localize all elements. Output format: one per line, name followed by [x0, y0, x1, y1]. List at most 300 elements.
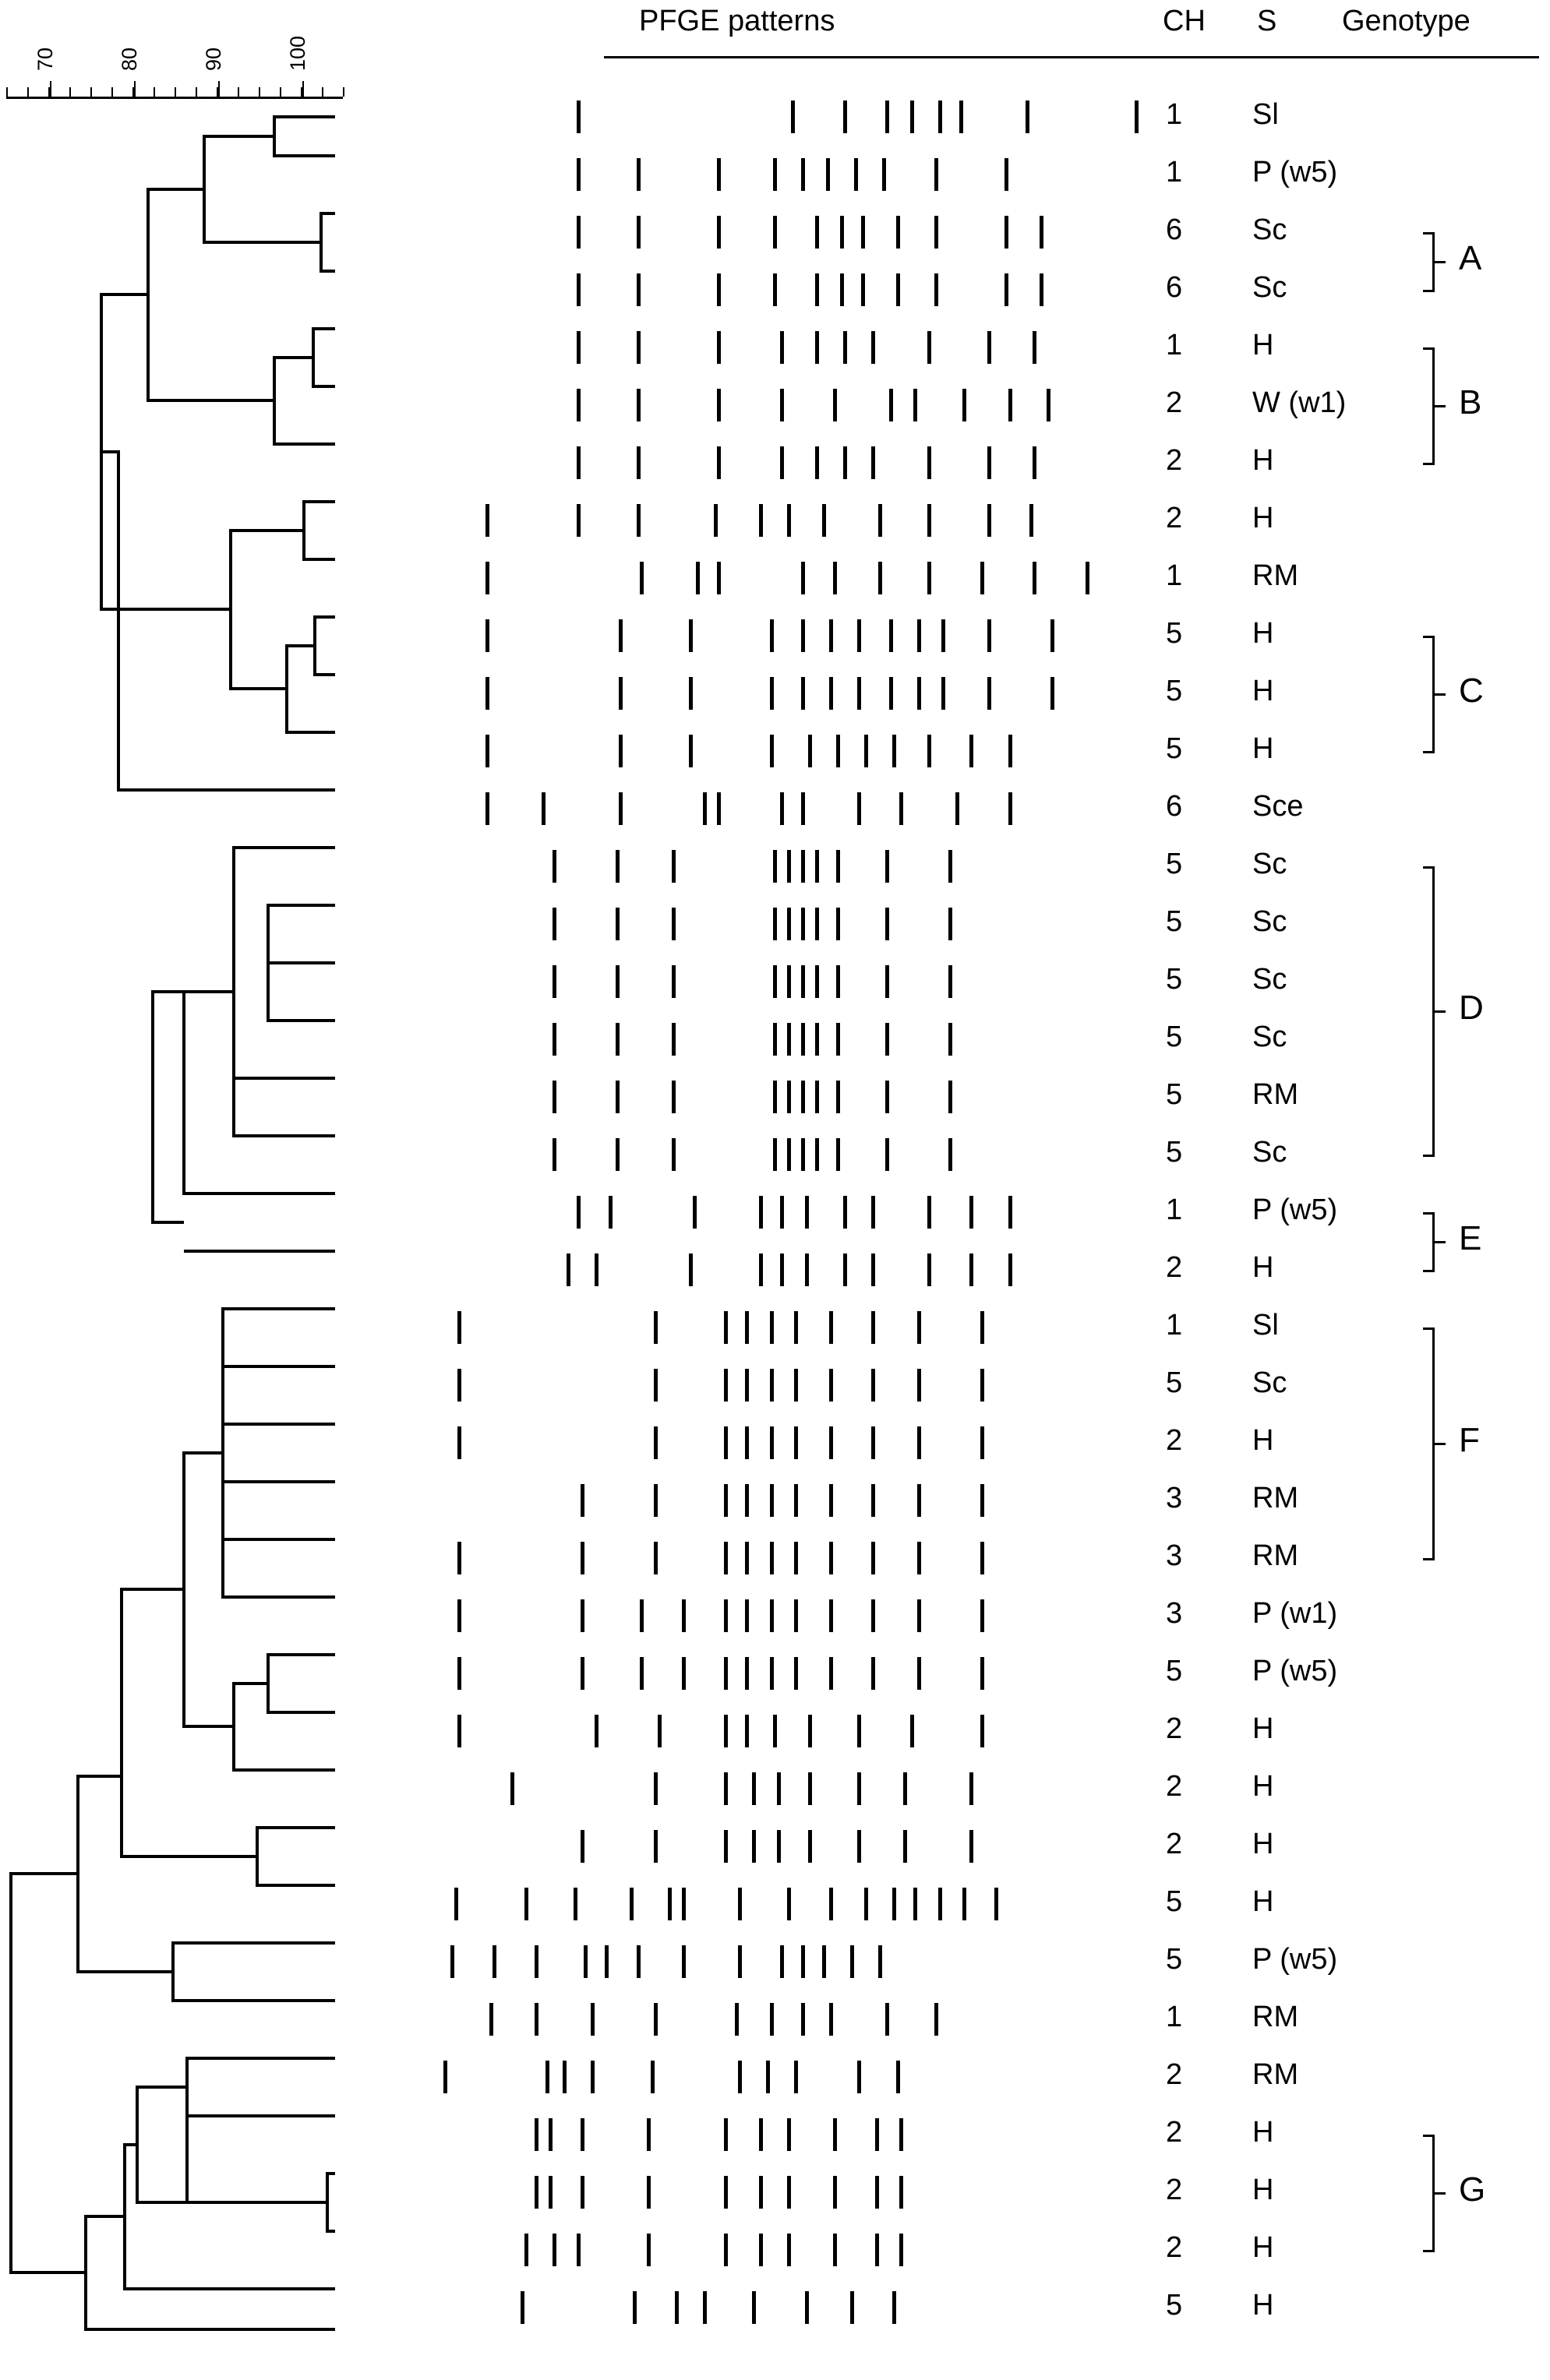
gel-band [770, 1484, 774, 1517]
gel-band [836, 735, 840, 767]
axis-tick-major [50, 81, 51, 97]
gel-lane [436, 1542, 1138, 1574]
gel-band [917, 1426, 921, 1459]
gel-lane [436, 1196, 1138, 1229]
gel-band [794, 2061, 798, 2093]
gel-band [882, 158, 886, 191]
gel-band [927, 1253, 931, 1286]
gel-band [605, 1945, 609, 1978]
gel-band [616, 908, 620, 940]
gel-band [1086, 562, 1089, 594]
gel-band [871, 1542, 875, 1574]
gel-band [553, 965, 556, 998]
gel-band [899, 792, 903, 825]
cell-source: H [1252, 1828, 1274, 1860]
gel-band [948, 908, 952, 940]
gel-lane [436, 1830, 1138, 1863]
gel-band [829, 1599, 833, 1632]
gel-band [857, 792, 861, 825]
gel-band [689, 1253, 693, 1286]
bracket-tip-top [1423, 636, 1435, 638]
gel-band [773, 1023, 777, 1056]
gel-band [969, 735, 973, 767]
gel-band [724, 1426, 728, 1459]
gel-band [941, 677, 945, 710]
cell-source: Sc [1252, 1366, 1287, 1399]
gel-band [822, 1945, 826, 1978]
cell-ch: 3 [1166, 1539, 1183, 1572]
gel-band [850, 1945, 854, 1978]
gel-band [577, 389, 581, 421]
cell-source: RM [1252, 2001, 1299, 2033]
gel-band [457, 1599, 461, 1632]
cell-source: RM [1252, 559, 1299, 592]
bracket-tip-top [1423, 866, 1435, 869]
gel-band [654, 1369, 658, 1402]
cell-source: H [1252, 2116, 1274, 2149]
gel-lane [436, 1426, 1138, 1459]
cell-source: H [1252, 502, 1274, 534]
gel-band [591, 2003, 595, 2036]
gel-lane [436, 965, 1138, 998]
gel-band [829, 619, 833, 652]
gel-band [840, 273, 844, 306]
gel-band [577, 273, 581, 306]
gel-band [619, 735, 623, 767]
gel-band [787, 1081, 791, 1113]
gel-band [1008, 1253, 1012, 1286]
gel-band [777, 1772, 781, 1805]
gel-band [581, 2176, 584, 2209]
gel-band [654, 1311, 658, 1344]
axis-tick-minor [154, 87, 155, 97]
gel-band [553, 1023, 556, 1056]
cell-source: Sce [1252, 790, 1304, 823]
gel-lane [436, 1657, 1138, 1690]
gel-band [980, 1542, 984, 1574]
bracket-tip-top [1423, 2135, 1435, 2137]
bracket-tip-top [1423, 232, 1435, 234]
gel-band [815, 965, 819, 998]
gel-band [980, 1426, 984, 1459]
gel-band [672, 1023, 676, 1056]
gel-band [457, 1715, 461, 1747]
gel-band [591, 2061, 595, 2093]
gel-band [773, 908, 777, 940]
gel-lane [436, 2003, 1138, 2036]
gel-band [899, 2234, 903, 2266]
gel-band [836, 1081, 840, 1113]
cell-source: Sc [1252, 848, 1287, 880]
gel-band [553, 2234, 556, 2266]
gel-band [724, 1657, 728, 1690]
gel-band [875, 2118, 879, 2151]
gel-band [682, 1599, 686, 1632]
cell-source: H [1252, 1712, 1274, 1745]
gel-band [878, 1945, 882, 1978]
gel-band [787, 965, 791, 998]
gel-band [619, 677, 623, 710]
cell-ch: 2 [1166, 444, 1183, 477]
gel-band [871, 1599, 875, 1632]
gel-band [987, 504, 991, 537]
gel-band [577, 331, 581, 364]
gel-lane [436, 1599, 1138, 1632]
gel-band [794, 1311, 798, 1344]
gel-band [801, 850, 805, 883]
gel-band [773, 158, 777, 191]
cell-ch: 5 [1166, 905, 1183, 938]
axis-tick-major [134, 81, 136, 97]
cell-source: W (w1) [1252, 386, 1347, 419]
gel-lane [436, 1484, 1138, 1517]
gel-band [738, 1888, 742, 1920]
gel-band [724, 1830, 728, 1863]
gel-band [595, 1715, 598, 1747]
gel-band [805, 1253, 809, 1286]
gel-band [815, 850, 819, 883]
cell-ch: 5 [1166, 1136, 1183, 1169]
gel-lane [436, 331, 1138, 364]
cell-ch: 3 [1166, 1482, 1183, 1514]
cell-ch: 1 [1166, 156, 1183, 189]
gel-band [510, 1772, 514, 1805]
gel-band [787, 1023, 791, 1056]
gel-band [770, 1369, 774, 1402]
gel-band [913, 1888, 917, 1920]
gel-band [969, 1772, 973, 1805]
cell-source: Sc [1252, 213, 1287, 246]
bracket-nub [1435, 405, 1446, 407]
gel-band [1008, 1196, 1012, 1229]
gel-band [885, 908, 889, 940]
cell-source: RM [1252, 1078, 1299, 1111]
gel-band [917, 1311, 921, 1344]
gel-band [689, 619, 693, 652]
gel-band [1029, 504, 1033, 537]
gel-band [630, 1888, 634, 1920]
gel-band [703, 2291, 707, 2324]
gel-band [980, 1311, 984, 1344]
cell-source: RM [1252, 2058, 1299, 2091]
gel-band [724, 1484, 728, 1517]
gel-band [724, 1311, 728, 1344]
gel-band [780, 389, 784, 421]
bracket-nub [1435, 1443, 1446, 1445]
gel-band [485, 619, 489, 652]
bracket-nub [1435, 2192, 1446, 2195]
gel-band [836, 965, 840, 998]
gel-band [889, 677, 893, 710]
cell-source: H [1252, 2174, 1274, 2206]
gel-band [637, 389, 641, 421]
cell-ch: 2 [1166, 386, 1183, 419]
gel-band [808, 735, 812, 767]
cell-ch: 2 [1166, 1424, 1183, 1457]
gel-band [672, 908, 676, 940]
gel-band [980, 1715, 984, 1747]
gel-band [777, 1830, 781, 1863]
gel-band [815, 273, 819, 306]
gel-band [815, 216, 819, 249]
gel-band [917, 619, 921, 652]
gel-band [759, 504, 763, 537]
gel-band [857, 1772, 861, 1805]
axis-tick-minor [322, 87, 323, 97]
gel-band [871, 1196, 875, 1229]
gel-band [717, 331, 721, 364]
gel-band [637, 216, 641, 249]
gel-band [854, 158, 858, 191]
bracket-tip-bottom [1423, 290, 1435, 292]
gel-band [542, 792, 546, 825]
cell-ch: 1 [1166, 329, 1183, 361]
gel-band [457, 1369, 461, 1402]
gel-band [864, 735, 868, 767]
genotype-label: A [1459, 239, 1482, 277]
gel-band [752, 1772, 756, 1805]
cell-ch: 5 [1166, 1655, 1183, 1687]
gel-band [833, 2234, 837, 2266]
bracket-tip-bottom [1423, 1270, 1435, 1272]
gel-band [836, 850, 840, 883]
gel-band [553, 850, 556, 883]
axis-tick-label: 70 [34, 47, 58, 71]
gel-band [717, 273, 721, 306]
cell-source: H [1252, 617, 1274, 650]
cell-ch: 6 [1166, 790, 1183, 823]
gel-band [637, 446, 641, 479]
gel-band [493, 1945, 496, 1978]
gel-band [770, 1657, 774, 1690]
cell-source: Sl [1252, 98, 1279, 131]
axis-tick-minor [69, 87, 71, 97]
gel-band [770, 1311, 774, 1344]
gel-band [794, 1542, 798, 1574]
gel-band [780, 1196, 784, 1229]
cell-ch: 5 [1166, 732, 1183, 765]
gel-band [654, 2003, 658, 2036]
cell-ch: 2 [1166, 1251, 1183, 1284]
gel-band [871, 1484, 875, 1517]
gel-band [1004, 273, 1008, 306]
gel-lane [436, 389, 1138, 421]
gel-band [724, 2176, 728, 2209]
gel-band [717, 792, 721, 825]
gel-band [969, 1253, 973, 1286]
gel-band [553, 1081, 556, 1113]
gel-band [724, 2118, 728, 2151]
gel-band [1050, 619, 1054, 652]
cell-ch: 5 [1166, 1943, 1183, 1976]
gel-band [878, 562, 882, 594]
gel-band [927, 1196, 931, 1229]
gel-band [616, 850, 620, 883]
gel-band [833, 2118, 837, 2151]
gel-band [801, 908, 805, 940]
axis-tick-minor [6, 87, 8, 97]
gel-lane [436, 216, 1138, 249]
gel-band [843, 1253, 847, 1286]
cell-source: P (w5) [1252, 1655, 1338, 1687]
gel-band [840, 216, 844, 249]
gel-band [724, 2234, 728, 2266]
gel-band [889, 389, 893, 421]
cell-source: H [1252, 329, 1274, 361]
gel-band [969, 1830, 973, 1863]
cell-source: RM [1252, 1539, 1299, 1572]
gel-band [871, 1369, 875, 1402]
genotype-label: D [1459, 989, 1484, 1027]
gel-band [672, 850, 676, 883]
cell-source: P (w5) [1252, 156, 1338, 189]
gel-band [577, 100, 581, 133]
gel-band [917, 1599, 921, 1632]
gel-band [857, 1830, 861, 1863]
gel-band [889, 619, 893, 652]
gel-band [808, 1715, 812, 1747]
gel-band [745, 1657, 749, 1690]
gel-band [1040, 273, 1043, 306]
gel-band [962, 1888, 966, 1920]
gel-band [980, 1657, 984, 1690]
column-header-genotype: Genotype [1342, 5, 1471, 37]
gel-band [584, 1945, 588, 1978]
gel-band [948, 1023, 952, 1056]
gel-lane [436, 2234, 1138, 2266]
gel-band [917, 1369, 921, 1402]
gel-band [717, 446, 721, 479]
gel-lane [436, 792, 1138, 825]
cell-ch: 5 [1166, 1078, 1183, 1111]
cell-ch: 2 [1166, 2116, 1183, 2149]
gel-band [745, 1484, 749, 1517]
gel-band [885, 850, 889, 883]
cell-ch: 1 [1166, 2001, 1183, 2033]
gel-band [616, 965, 620, 998]
gel-band [948, 1081, 952, 1113]
gel-band [801, 1081, 805, 1113]
gel-lane [436, 619, 1138, 652]
gel-band [619, 619, 623, 652]
gel-band [927, 331, 931, 364]
gel-band [833, 2176, 837, 2209]
gel-band [787, 850, 791, 883]
gel-band [896, 216, 900, 249]
gel-band [1004, 158, 1008, 191]
gel-band [980, 1599, 984, 1632]
gel-band [651, 2061, 655, 2093]
gel-band [948, 1138, 952, 1171]
cell-source: H [1252, 2231, 1274, 2264]
cell-ch: 2 [1166, 2174, 1183, 2206]
gel-band [938, 1888, 942, 1920]
bracket-tip-bottom [1423, 463, 1435, 465]
cell-source: H [1252, 1885, 1274, 1918]
gel-band [917, 1542, 921, 1574]
bracket-nub [1435, 261, 1446, 263]
gel-lane [436, 1138, 1138, 1171]
gel-band [780, 1253, 784, 1286]
gel-lane [436, 1253, 1138, 1286]
gel-band [780, 1945, 784, 1978]
gel-band [619, 792, 623, 825]
gel-band [801, 158, 805, 191]
gel-band [1047, 389, 1050, 421]
gel-band [843, 1196, 847, 1229]
gel-band [885, 2003, 889, 2036]
cell-ch: 1 [1166, 559, 1183, 592]
gel-band [581, 1542, 584, 1574]
gel-lane [436, 2061, 1138, 2093]
gel-band [899, 2176, 903, 2209]
gel-band [896, 273, 900, 306]
gel-band [896, 2061, 900, 2093]
gel-band [581, 1484, 584, 1517]
gel-band [892, 1888, 896, 1920]
gel-band [745, 1369, 749, 1402]
gel-lane [436, 2176, 1138, 2209]
gel-band [959, 100, 963, 133]
cell-ch: 5 [1166, 1366, 1183, 1399]
gel-band [672, 1081, 676, 1113]
gel-band [637, 331, 641, 364]
pfge-gel-panel [436, 101, 1138, 2361]
gel-lane [436, 100, 1138, 133]
gel-lane [436, 562, 1138, 594]
gel-band [787, 1138, 791, 1171]
gel-band [948, 965, 952, 998]
cell-ch: 1 [1166, 1194, 1183, 1226]
axis-tick-label: 80 [118, 47, 142, 71]
gel-band [577, 504, 581, 537]
gel-band [787, 908, 791, 940]
gel-band [822, 504, 826, 537]
gel-band [745, 1715, 749, 1747]
gel-band [637, 273, 641, 306]
gel-lane [436, 1369, 1138, 1402]
column-header-s: S [1257, 5, 1277, 37]
gel-band [581, 2118, 584, 2151]
cell-ch: 5 [1166, 2289, 1183, 2322]
bracket-tip-bottom [1423, 1155, 1435, 1157]
gel-band [962, 389, 966, 421]
gel-band [1026, 100, 1029, 133]
cell-source: Sc [1252, 271, 1287, 304]
gel-band [878, 504, 882, 537]
gel-band [724, 1542, 728, 1574]
gel-band [450, 1945, 454, 1978]
gel-band [647, 2176, 651, 2209]
cell-source: Sl [1252, 1309, 1279, 1342]
gel-lane [436, 908, 1138, 940]
gel-band [987, 446, 991, 479]
gel-band [443, 2061, 447, 2093]
gel-band [969, 1196, 973, 1229]
gel-band [829, 677, 833, 710]
cell-ch: 2 [1166, 502, 1183, 534]
gel-band [861, 216, 865, 249]
gel-band [682, 1888, 686, 1920]
gel-band [934, 216, 938, 249]
gel-band [871, 446, 875, 479]
gel-band [780, 331, 784, 364]
gel-band [563, 2061, 567, 2093]
gel-band [826, 158, 830, 191]
gel-band [773, 1715, 777, 1747]
gel-band [675, 2291, 679, 2324]
cell-ch: 6 [1166, 271, 1183, 304]
